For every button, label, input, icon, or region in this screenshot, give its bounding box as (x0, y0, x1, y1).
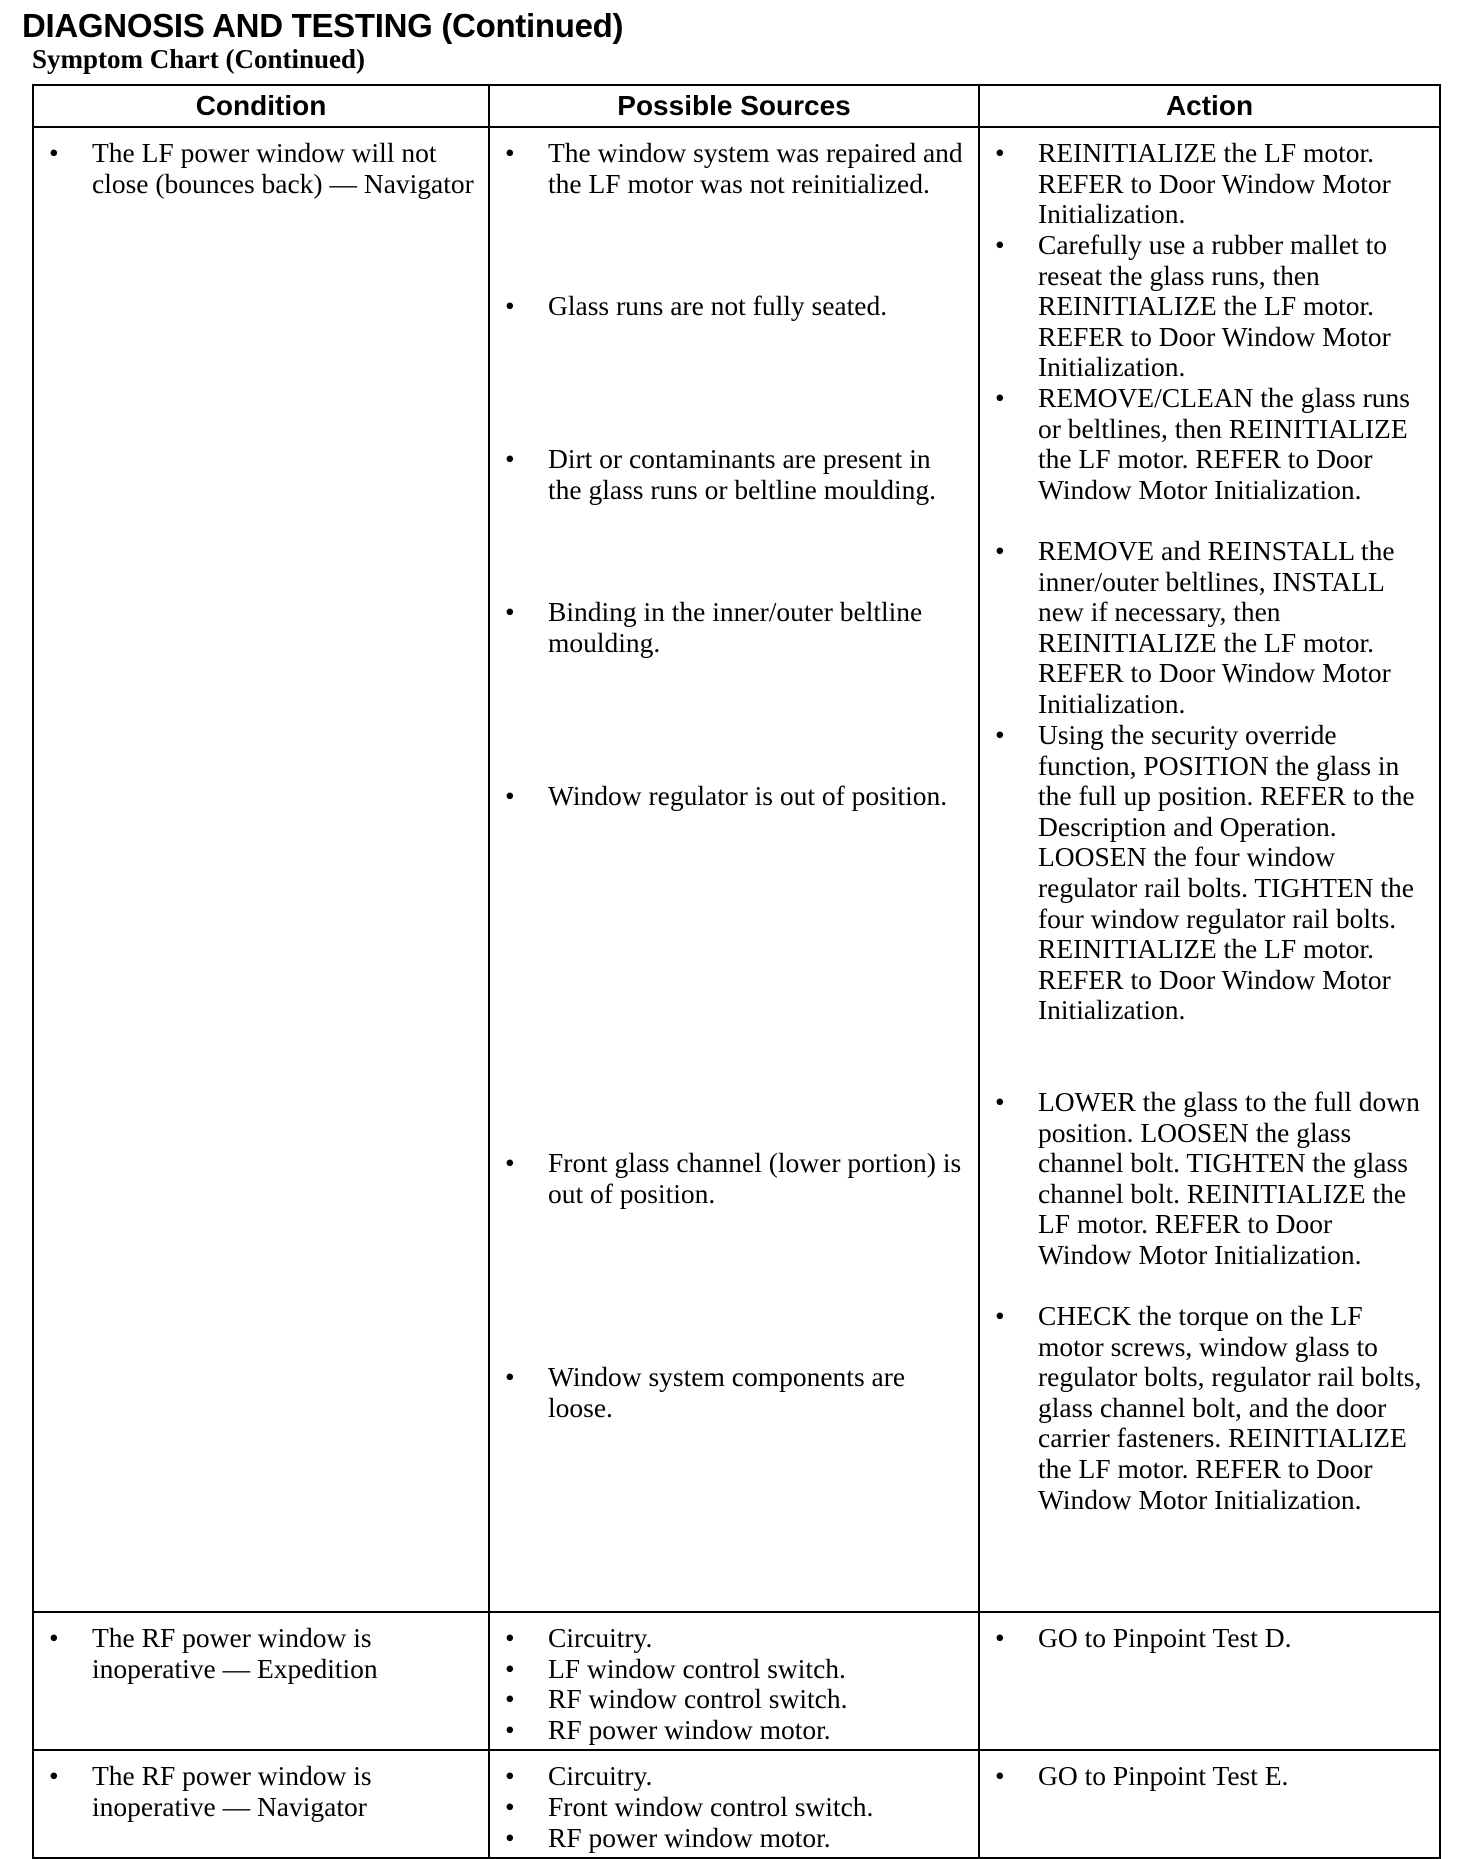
column-header-possible-sources: Possible Sources (489, 85, 979, 127)
condition-cell (33, 127, 489, 1612)
column-header-condition: Condition (33, 85, 489, 127)
actions-cell (979, 1750, 1440, 1858)
condition-item: • The RF power window is inoperative — Expedition (42, 1623, 480, 1684)
table-row (33, 127, 1440, 1612)
source-item: • Glass runs are not fully seated. (498, 291, 970, 444)
table-row (33, 1612, 1440, 1750)
chart-subtitle: Symptom Chart (Continued) (32, 44, 366, 74)
action-item: • REINITIALIZE the LF motor. REFER to Door Window Motor Initialization. (988, 138, 1431, 230)
source-item: • Binding in the inner/outer beltline moulding. (498, 597, 970, 781)
action-item: • LOWER the glass to the full down position. LOOSEN the glass channel bolt. TIGHTEN the glass channel bolt. REINITIALIZE the LF motor. REFER to Door Window Motor Initialization. (988, 1087, 1431, 1301)
source-item: • Front glass channel (lower portion) is out of position. (498, 1148, 970, 1362)
source-item: • Circuitry. (498, 1623, 970, 1654)
actions-cell (979, 127, 1440, 1612)
source-item: • Window regulator is out of position. (498, 781, 970, 1148)
condition-item: • The RF power window is inoperative — Navigator (42, 1761, 480, 1822)
source-item: • The window system was repaired and the LF motor was not reinitialized. (498, 138, 970, 291)
table-header-row (33, 85, 1440, 127)
action-item: • Using the security override function, POSITION the glass in the full up position. REFER to the Description and Operation. LOOSEN the four window regulator rail bolts. TIGHTEN the four window regulator rail bolts. REINITIALIZE the LF motor. REFER to Door Window Motor Initialization. (988, 720, 1431, 1087)
source-item: • RF power window motor. (498, 1715, 970, 1746)
section-title: DIAGNOSIS AND TESTING (Continued) (22, 7, 624, 44)
symptom-chart-table (32, 84, 1441, 1859)
source-item: • LF window control switch. (498, 1654, 970, 1685)
condition-item: • The LF power window will not close (bounces back) — Navigator (42, 138, 480, 199)
source-item: • Dirt or contaminants are present in the glass runs or beltline moulding. (498, 444, 970, 597)
action-item: • CHECK the torque on the LF motor screws, window glass to regulator bolts, regulator rail bolts, glass channel bolt, and the door carrier fasteners. REINITIALIZE the LF motor. REFER to Door Window Motor Initialization. (988, 1301, 1431, 1546)
column-header-action: Action (979, 85, 1440, 127)
source-item: • RF power window motor. (498, 1823, 970, 1854)
action-item: • REMOVE and REINSTALL the inner/outer beltlines, INSTALL new if necessary, then REINITIALIZE the LF motor. REFER to Door Window Motor Initialization. (988, 536, 1431, 720)
table-row (33, 1750, 1440, 1858)
source-item: • Circuitry. (498, 1761, 970, 1792)
action-item: • Carefully use a rubber mallet to reseat the glass runs, then REINITIALIZE the LF motor. REFER to Door Window Motor Initialization. (988, 230, 1431, 383)
condition-cell (33, 1612, 489, 1750)
condition-cell (33, 1750, 489, 1858)
sources-cell (489, 1612, 979, 1750)
actions-cell (979, 1612, 1440, 1750)
source-item: • Window system components are loose. (498, 1362, 970, 1607)
action-item: • GO to Pinpoint Test E. (988, 1761, 1431, 1792)
source-item: • RF window control switch. (498, 1684, 970, 1715)
source-item: • Front window control switch. (498, 1792, 970, 1823)
sources-cell (489, 1750, 979, 1858)
action-item: • REMOVE/CLEAN the glass runs or beltlines, then REINITIALIZE the LF motor. REFER to Door Window Motor Initialization. (988, 383, 1431, 536)
action-item: • GO to Pinpoint Test D. (988, 1623, 1431, 1654)
sources-cell (489, 127, 979, 1612)
